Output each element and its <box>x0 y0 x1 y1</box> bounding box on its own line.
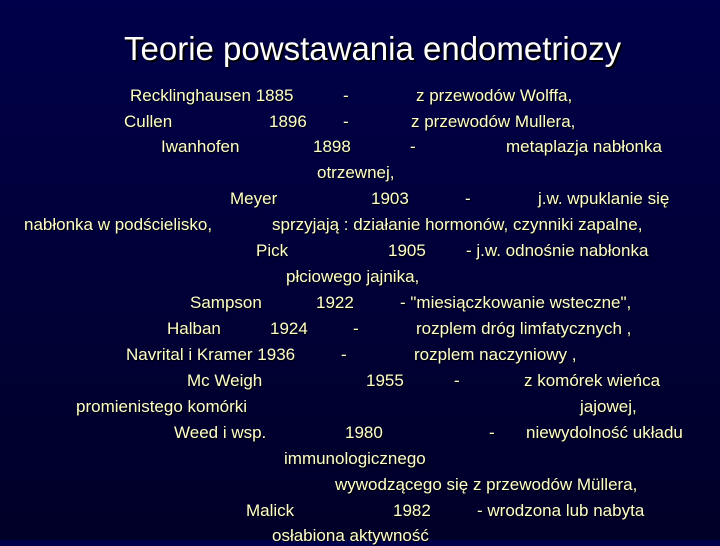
line-8-year: 1922 <box>316 293 354 312</box>
slide-title: Teorie powstawania endometriozy <box>124 30 622 67</box>
line-13-dash: - <box>489 423 495 442</box>
line-9-author: Halban <box>167 319 221 338</box>
line-11-author: Mc Weigh <box>187 371 263 390</box>
line-0-dash: - <box>343 86 349 105</box>
line-11-theory: z komórek wieńca <box>524 371 661 390</box>
line-9-year: 1924 <box>270 319 308 338</box>
line-2-author: Iwanhofen <box>161 137 240 156</box>
line-1-theory: z przewodów Mullera, <box>411 112 576 131</box>
line-5-text-b: sprzyjają : działanie hormonów, czynniki zapalne, <box>272 215 643 234</box>
line-16-theory: - wrodzona lub nabyta <box>477 501 645 520</box>
line-6-author: Pick <box>256 241 289 260</box>
line-15-text: wywodzącego się z przewodów Müllera, <box>335 475 638 494</box>
line-4-year: 1903 <box>371 189 409 208</box>
line-6-year: 1905 <box>388 241 426 260</box>
line-0-author: Recklinghausen 1885 <box>130 86 294 105</box>
line-8-theory: - "miesiączkowanie wsteczne", <box>400 293 632 312</box>
line-4-author: Meyer <box>230 189 278 208</box>
line-2-year: 1898 <box>313 137 351 156</box>
line-13-theory: niewydolność układu <box>526 423 683 442</box>
line-11-dash: - <box>454 371 460 390</box>
line-1-author: Cullen <box>124 112 173 131</box>
line-9-theory: rozplem dróg limfatycznych , <box>416 319 632 338</box>
line-3-text: otrzewnej, <box>317 163 395 182</box>
line-17-text: osłabiona aktywność <box>272 526 429 545</box>
line-10-dash: - <box>341 345 347 364</box>
line-1-dash: - <box>343 112 349 131</box>
line-8-author: Sampson <box>190 293 262 312</box>
line-1-year: 1896 <box>269 112 307 131</box>
line-6-theory: - j.w. odnośnie nabłonka <box>466 241 649 260</box>
line-2-theory: metaplazja nabłonka <box>506 137 662 156</box>
line-2-dash: - <box>410 137 416 156</box>
line-4-theory: j.w. wpuklanie się <box>538 189 670 208</box>
line-14-text: immunologicznego <box>284 449 426 468</box>
line-12-text-a: promienistego komórki <box>76 397 248 416</box>
line-16-year: 1982 <box>393 501 431 520</box>
line-5-text-a: nabłonka w podścielisko, <box>24 215 213 234</box>
line-16-author: Malick <box>246 501 295 520</box>
line-13-year: 1980 <box>345 423 383 442</box>
line-12-text-b: jajowej, <box>580 397 637 416</box>
line-10-author: Navrital i Kramer 1936 <box>126 345 296 364</box>
line-13-author: Weed i wsp. <box>174 423 267 442</box>
line-9-dash: - <box>353 319 359 338</box>
line-7-text: płciowego jajnika, <box>286 267 420 286</box>
line-11-year: 1955 <box>366 371 404 390</box>
line-4-dash: - <box>465 189 471 208</box>
line-10-theory: rozplem naczyniowy , <box>414 345 577 364</box>
line-0-theory: z przewodów Wolffa, <box>416 86 573 105</box>
